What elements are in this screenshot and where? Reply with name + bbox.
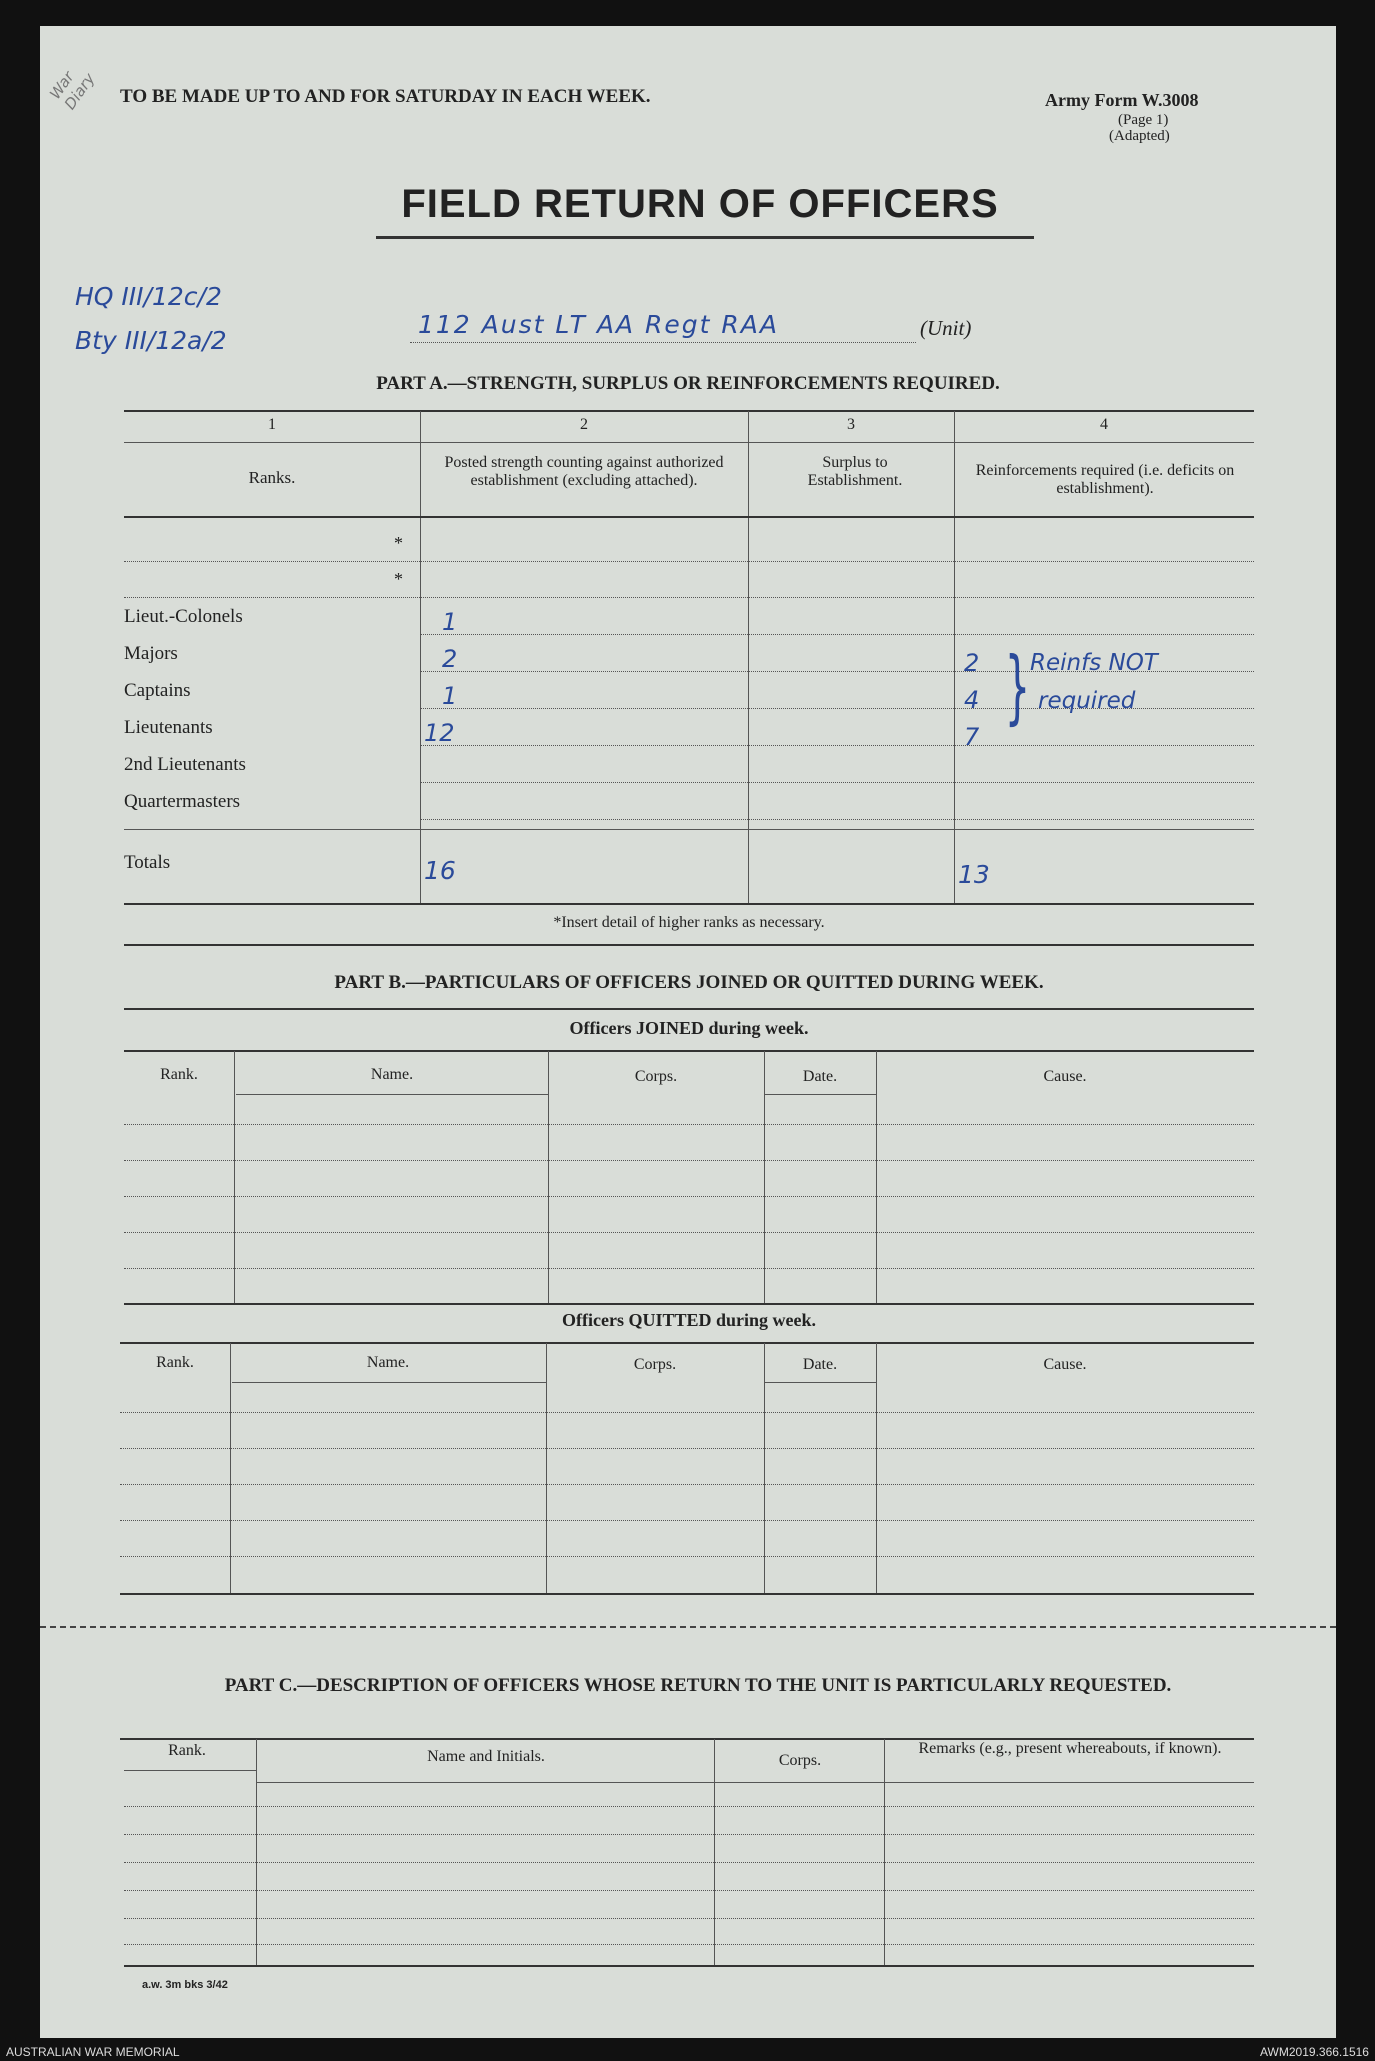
quitted-header-cause: Cause. [1043,1356,1087,1373]
posted-value: 1 [442,608,458,636]
partc-header-name: Name and Initials. [427,1748,545,1765]
posted-value: 12 [424,719,455,747]
print-code: a.w. 3m bks 3/42 [142,1979,228,1991]
part-a-title: PART A.—STRENGTH, SURPLUS OR REINFORCEMENTS REQUIRED. [376,373,1000,394]
part-c-title: PART C.—DESCRIPTION OF OFFICERS WHOSE RETURN TO THE UNIT IS PARTICULARLY REQUESTED. [224,1675,1172,1696]
reinf-value: 4 [964,686,980,714]
col-header-reinforcements: Reinforcements required (i.e. deficits on establishment). [975,462,1235,497]
totals-reinf: 13 [958,860,990,889]
rank-label: Captains [124,680,191,701]
joined-header-cause: Cause. [1043,1068,1087,1085]
quitted-header-rank: Rank. [156,1354,194,1371]
col-number-2: 2 [580,416,588,433]
col-number-1: 1 [268,416,276,433]
ref-bty: Bty III/12a/2 [75,326,227,355]
part-b-title: PART B.—PARTICULARS OF OFFICERS JOINED OR QUITTED DURING WEEK. [334,972,1044,993]
posted-value: 1 [442,682,458,710]
form-page [40,26,1336,2038]
rank-label: Quartermasters [124,791,241,812]
col-header-posted: Posted strength counting against authorized establishment (excluding attached). [444,454,724,489]
brace-mark: } [1004,640,1031,733]
star-marker-2: * [394,569,403,589]
col-number-3: 3 [847,416,855,433]
rank-label: Lieut.-Colonels [124,606,243,627]
reinf-value: 2 [964,649,980,677]
partc-header-rank: Rank. [168,1742,206,1759]
instruction-line: TO BE MADE UP TO AND FOR SATURDAY IN EACH WEEK. [120,86,651,107]
col-number-4: 4 [1100,416,1108,433]
quitted-header-date: Date. [802,1356,838,1373]
rank-label: 2nd Lieutenants [124,754,246,775]
page-title: FIELD RETURN OF OFFICERS [401,182,999,226]
corner-note: War Diary [46,68,99,113]
quitted-header-name: Name. [366,1354,410,1371]
archive-id: AWM2019.366.1516 [1260,2045,1369,2059]
archive-credit: AUSTRALIAN WAR MEMORIAL [6,2045,180,2059]
reinf-note-line2: required [1038,688,1136,714]
col-header-ranks: Ranks. [248,468,296,487]
form-page-number: (Page 1) [1118,112,1169,128]
partc-header-remarks: Remarks (e.g., present whereabouts, if known). [918,1740,1222,1757]
form-id: Army Form W.3008 [1045,90,1199,110]
perforation-line [40,1626,1336,1628]
joined-header-name: Name. [370,1066,414,1083]
partc-header-corps: Corps. [778,1752,822,1769]
ref-hq: HQ III/12c/2 [75,282,222,311]
joined-title: Officers JOINED during week. [569,1018,809,1038]
totals-posted: 16 [424,856,456,885]
joined-header-rank: Rank. [160,1066,198,1083]
col-header-surplus: Surplus to Establishment. [807,454,903,489]
joined-header-corps: Corps. [634,1068,678,1085]
totals-label: Totals [124,852,171,873]
reinf-note-line1: Reinfs NOT [1030,650,1158,676]
part-a-footnote: *Insert detail of higher ranks as necessary. [553,914,825,931]
joined-header-date: Date. [802,1068,838,1085]
rank-label: Lieutenants [124,717,213,738]
star-marker-1: * [394,533,403,553]
rank-label: Majors [124,643,178,664]
unit-label: (Unit) [920,316,972,340]
unit-name: 112 Aust LT AA Regt RAA [418,310,779,339]
reinf-value: 7 [964,723,980,751]
quitted-header-corps: Corps. [633,1356,677,1373]
quitted-title: Officers QUITTED during week. [562,1310,816,1330]
form-adapted: (Adapted) [1109,128,1170,144]
posted-value: 2 [442,645,458,673]
